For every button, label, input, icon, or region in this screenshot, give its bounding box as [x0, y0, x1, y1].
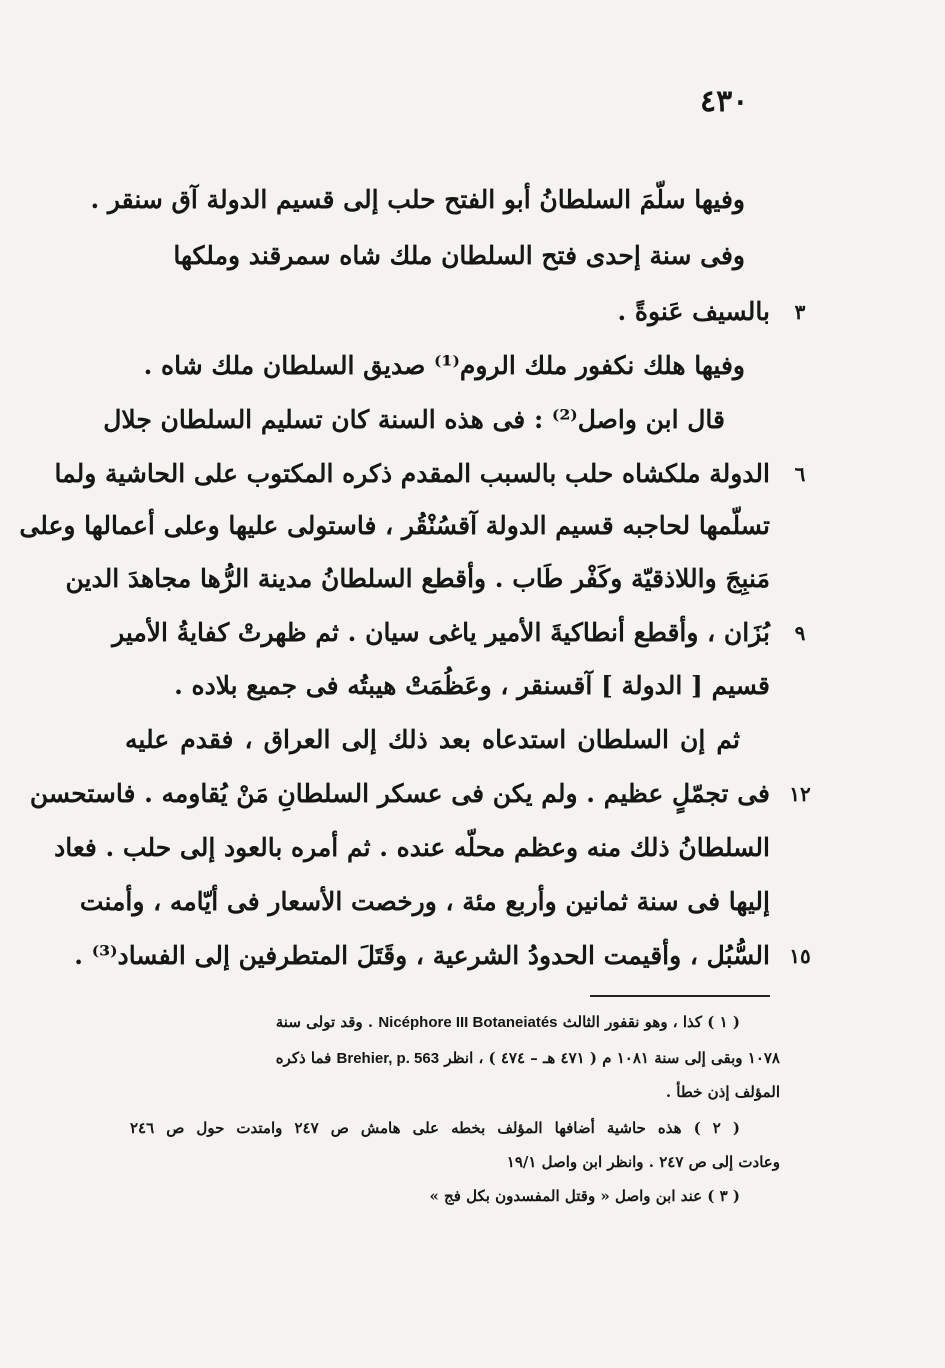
footnote-2-line-2: وعادت إلى ص ٢٤٧ . وانظر ابن واصل ١٩/١ [506, 1153, 780, 1171]
page-number: ٤٣٠ [700, 84, 749, 119]
footnote-1-text-b: . وقد تولى سنة [275, 1013, 374, 1031]
footnote-2-line-1: ( ٢ ) هذه حاشية أضافها المؤلف بخطه على هامش ص ٢٤٧ وامتدت حول ص ٢٤٦ [130, 1119, 740, 1137]
footnote-1-line-1 [276, 1010, 740, 1035]
line-number-15: ١٥ [789, 944, 811, 968]
footnote-1-text-c: ١٠٧٨ وبقى إلى سنة ١٠٨١ م ( ٤٧١ هـ – ٤٧٤ ) ، انظر [444, 1049, 780, 1067]
footnote-1-text-d: فما ذكره [275, 1049, 332, 1067]
text-line-2: وفى سنة إحدى فتح السلطان ملك شاه سمرقند وملكها [173, 241, 745, 270]
line-number-6: ٦ [794, 462, 806, 486]
footnote-1-latin-name: Nicéphore III Botaneiatés [378, 1014, 558, 1031]
text-line-3: بالسيف عَنوةً . [617, 297, 770, 326]
text-line-7: تسلّمها لحاجبه قسيم الدولة آقسُنْقُر ، فاستولى عليها وعلى أعمالها وعلى [19, 511, 770, 540]
text-line-11: ثم إن السلطان استدعاه بعد ذلك إلى العراق ، فقدم عليه [125, 725, 740, 754]
line-number-9: ٩ [794, 621, 806, 645]
text-line-15: السُّبُل ، وأقيمت الحدودُ الشرعية ، وقَتَلَ المتطرفين إلى الفساد⁽³⁾ . [74, 941, 770, 970]
text-line-4: وفيها هلك نكفور ملك الروم⁽¹⁾ صديق السلطان ملك شاه . [143, 351, 745, 380]
text-line-9: بُزَان ، وأقطع أنطاكيةَ الأمير ياغى سيان . ثم ظهرتْ كفايةُ الأمير [112, 618, 770, 647]
line-number-12: ١٢ [789, 782, 811, 806]
text-line-6: الدولة ملكشاه حلب بالسبب المقدم ذكره المكتوب على الحاشية ولما [54, 459, 770, 488]
footnote-1-line-2 [276, 1046, 780, 1071]
line-number-3: ٣ [794, 300, 806, 324]
text-line-8: مَنبِجَ واللاذقيّة وكَفْر طَاب . وأقطع السلطانُ مدينة الرُّها مجاهدَ الدين [65, 564, 770, 593]
text-line-13: السلطانُ ذلك منه وعظم محلّه عنده . ثم أمره بالعود إلى حلب . فعاد [54, 833, 770, 862]
footnote-rule [590, 995, 770, 997]
footnote-3-line-1: ( ٣ ) عند ابن واصل « وقتل المفسدون بكل فج » [429, 1187, 740, 1205]
text-line-10: قسيم [ الدولة ] آقسنقر ، وعَظُمَتْ هيبتُه فى جميع بلاده . [174, 671, 770, 700]
footnote-1-line-3: المؤلف إذن خطأ . [665, 1083, 780, 1101]
text-line-14: إليها فى سنة ثمانين وأربع مئة ، ورخصت الأسعار فى أيّامه ، وأمنت [79, 887, 770, 916]
footnote-1-latin-ref: Brehier, p. 563 [336, 1050, 440, 1067]
footnote-1-text-a: ( ١ ) كذا ، وهو نقفور الثالث [562, 1013, 740, 1031]
text-line-12: فى تجمّلٍ عظيم . ولم يكن فى عسكر السلطانِ مَنْ يُقاومه . فاستحسن [29, 779, 770, 808]
text-line-5: قال ابن واصل⁽²⁾ : فى هذه السنة كان تسليم السلطان جلال [103, 405, 725, 434]
text-line-1: وفيها سلّمَ السلطانُ أبو الفتح حلب إلى قسيم الدولة آق سنقر . [90, 185, 745, 214]
